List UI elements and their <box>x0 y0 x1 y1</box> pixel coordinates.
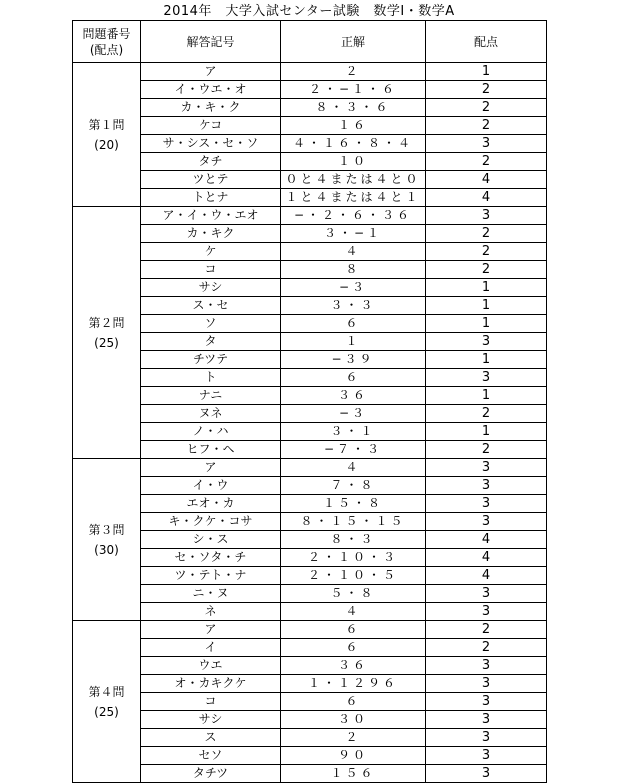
answer-symbol-cell: ケ <box>141 243 281 261</box>
table-row <box>73 243 547 261</box>
correct-answer-cell: ４・１６・８・４ <box>281 135 426 153</box>
table-row <box>73 621 547 639</box>
answer-symbol-cell: チツテ <box>141 351 281 369</box>
table-row <box>73 99 547 117</box>
table-row <box>73 765 547 783</box>
table-row <box>73 81 547 99</box>
table-row <box>73 513 547 531</box>
answer-symbol-cell: トとナ <box>141 189 281 207</box>
correct-answer-cell: ７・８ <box>281 477 426 495</box>
correct-answer-cell: １５・８ <box>281 495 426 513</box>
score-cell: 1 <box>426 387 547 405</box>
answer-sheet <box>72 3 546 783</box>
answer-symbol-cell: ス・セ <box>141 297 281 315</box>
correct-answer-cell: −７・３ <box>281 441 426 459</box>
score-cell: 3 <box>426 693 547 711</box>
table-row <box>73 297 547 315</box>
score-cell: 1 <box>426 63 547 81</box>
score-cell: 3 <box>426 513 547 531</box>
section-name: 第３問 <box>88 522 125 537</box>
answer-symbol-cell: コ <box>141 261 281 279</box>
correct-answer-cell: ０と４または４と０ <box>281 171 426 189</box>
answer-symbol-cell: カ・キク <box>141 225 281 243</box>
correct-answer-cell: ３・−１ <box>281 225 426 243</box>
table-row <box>73 585 547 603</box>
score-cell: 4 <box>426 171 547 189</box>
table-row <box>73 603 547 621</box>
answer-symbol-cell: オ・カキクケ <box>141 675 281 693</box>
answer-symbol-cell: ケコ <box>141 117 281 135</box>
score-cell: 2 <box>426 243 547 261</box>
correct-answer-cell: ２ <box>281 729 426 747</box>
score-cell: 3 <box>426 765 547 783</box>
score-cell: 3 <box>426 603 547 621</box>
score-cell: 3 <box>426 675 547 693</box>
correct-answer-cell: ４ <box>281 243 426 261</box>
answer-table-body <box>73 63 547 783</box>
table-row <box>73 333 547 351</box>
answer-symbol-cell: ト <box>141 369 281 387</box>
answer-symbol-cell: ニ・ヌ <box>141 585 281 603</box>
section-name: 第２問 <box>88 315 125 330</box>
correct-answer-cell: ６ <box>281 693 426 711</box>
correct-answer-cell: ６ <box>281 621 426 639</box>
score-cell: 2 <box>426 441 547 459</box>
section-name: 第４問 <box>88 684 125 699</box>
score-cell: 3 <box>426 135 547 153</box>
score-cell: 3 <box>426 477 547 495</box>
correct-answer-cell: ２・１０・５ <box>281 567 426 585</box>
answer-symbol-cell: イ・ウ <box>141 477 281 495</box>
answer-symbol-cell: サシ <box>141 279 281 297</box>
correct-answer-cell: ８ <box>281 261 426 279</box>
score-cell: 3 <box>426 657 547 675</box>
score-cell: 2 <box>426 225 547 243</box>
correct-answer-cell: ６ <box>281 315 426 333</box>
header-problem-number <box>73 21 141 63</box>
section-points: (25) <box>94 335 119 350</box>
answer-symbol-cell: ア <box>141 459 281 477</box>
section-points: (25) <box>94 704 119 719</box>
answer-symbol-cell: カ・キ・ク <box>141 99 281 117</box>
correct-answer-cell: １５６ <box>281 765 426 783</box>
answer-symbol-cell: ソ <box>141 315 281 333</box>
table-row <box>73 441 547 459</box>
table-row <box>73 189 547 207</box>
score-cell: 4 <box>426 531 547 549</box>
score-cell: 1 <box>426 297 547 315</box>
score-cell: 4 <box>426 567 547 585</box>
score-cell: 3 <box>426 729 547 747</box>
answer-symbol-cell: ス <box>141 729 281 747</box>
correct-answer-cell: ２・−１・６ <box>281 81 426 99</box>
correct-answer-cell: １ <box>281 333 426 351</box>
answer-symbol-cell: セ・ソタ・チ <box>141 549 281 567</box>
answer-symbol-cell: タチ <box>141 153 281 171</box>
score-cell: 2 <box>426 117 547 135</box>
table-row <box>73 207 547 225</box>
score-cell: 2 <box>426 81 547 99</box>
correct-answer-cell: ２・１０・３ <box>281 549 426 567</box>
section-label <box>73 459 141 621</box>
answer-symbol-cell: ツとテ <box>141 171 281 189</box>
table-row <box>73 693 547 711</box>
correct-answer-cell: ３０ <box>281 711 426 729</box>
answer-symbol-cell: タ <box>141 333 281 351</box>
correct-answer-cell: ３・３ <box>281 297 426 315</box>
table-row <box>73 567 547 585</box>
correct-answer-cell: ４ <box>281 603 426 621</box>
correct-answer-cell: ８・３ <box>281 531 426 549</box>
answer-symbol-cell: コ <box>141 693 281 711</box>
table-row <box>73 405 547 423</box>
table-row <box>73 711 547 729</box>
correct-answer-cell: １０ <box>281 153 426 171</box>
answer-symbol-cell: セソ <box>141 747 281 765</box>
correct-answer-cell: ６ <box>281 639 426 657</box>
score-cell: 3 <box>426 369 547 387</box>
table-row <box>73 747 547 765</box>
correct-answer-cell: １６ <box>281 117 426 135</box>
score-cell: 3 <box>426 711 547 729</box>
header-answer-symbol: 解答記号 <box>141 21 281 63</box>
correct-answer-cell: ５・８ <box>281 585 426 603</box>
answer-symbol-cell: タチツ <box>141 765 281 783</box>
score-cell: 4 <box>426 189 547 207</box>
score-cell: 1 <box>426 315 547 333</box>
correct-answer-cell: −・２・６・３６ <box>281 207 426 225</box>
score-cell: 3 <box>426 747 547 765</box>
score-cell: 2 <box>426 99 547 117</box>
answer-symbol-cell: ア <box>141 621 281 639</box>
answer-symbol-cell: シ・ス <box>141 531 281 549</box>
table-row <box>73 225 547 243</box>
score-cell: 3 <box>426 333 547 351</box>
table-row <box>73 423 547 441</box>
correct-answer-cell: ４ <box>281 459 426 477</box>
section-label <box>73 621 141 783</box>
score-cell: 4 <box>426 549 547 567</box>
table-row <box>73 639 547 657</box>
correct-answer-cell: ３６ <box>281 387 426 405</box>
correct-answer-cell: −３９ <box>281 351 426 369</box>
header-points-label: (配点) <box>89 42 124 57</box>
score-cell: 1 <box>426 351 547 369</box>
answer-symbol-cell: ネ <box>141 603 281 621</box>
correct-answer-cell: ６ <box>281 369 426 387</box>
table-row <box>73 657 547 675</box>
table-row <box>73 153 547 171</box>
section-label <box>73 63 141 207</box>
table-row <box>73 459 547 477</box>
score-cell: 3 <box>426 207 547 225</box>
table-row <box>73 387 547 405</box>
correct-answer-cell: ８・１５・１５ <box>281 513 426 531</box>
answer-symbol-cell: サ・シス・セ・ソ <box>141 135 281 153</box>
answer-symbol-cell: イ・ウエ・オ <box>141 81 281 99</box>
score-cell: 2 <box>426 639 547 657</box>
score-cell: 2 <box>426 621 547 639</box>
section-points: (20) <box>94 137 119 152</box>
score-cell: 1 <box>426 423 547 441</box>
table-row <box>73 531 547 549</box>
table-row <box>73 729 547 747</box>
score-cell: 1 <box>426 279 547 297</box>
table-row <box>73 351 547 369</box>
correct-answer-cell: −３ <box>281 279 426 297</box>
table-row <box>73 675 547 693</box>
answer-symbol-cell: ア <box>141 63 281 81</box>
score-cell: 2 <box>426 261 547 279</box>
page-title: 2014年 大学入試センター試験 数学Ⅰ・数学A <box>163 4 455 19</box>
answer-symbol-cell: ナニ <box>141 387 281 405</box>
answer-symbol-cell: ヌネ <box>141 405 281 423</box>
header-problem-label: 問題番号 <box>82 26 131 41</box>
answer-symbol-cell: ア・イ・ウ・エオ <box>141 207 281 225</box>
answer-symbol-cell: イ <box>141 639 281 657</box>
section-label <box>73 207 141 459</box>
answer-symbol-cell: ウエ <box>141 657 281 675</box>
correct-answer-cell: ８・３・６ <box>281 99 426 117</box>
answer-symbol-cell: ノ・ハ <box>141 423 281 441</box>
table-row <box>73 477 547 495</box>
section-points: (30) <box>94 542 119 557</box>
answer-symbol-cell: エオ・カ <box>141 495 281 513</box>
header-row <box>73 21 547 63</box>
header-score: 配点 <box>426 21 547 63</box>
correct-answer-cell: ９０ <box>281 747 426 765</box>
correct-answer-cell: １と４または４と１ <box>281 189 426 207</box>
answer-symbol-cell: キ・クケ・コサ <box>141 513 281 531</box>
header-correct-answer: 正解 <box>281 21 426 63</box>
answer-symbol-cell: ヒフ・ヘ <box>141 441 281 459</box>
answer-table <box>72 20 547 783</box>
table-row <box>73 171 547 189</box>
table-row <box>73 63 547 81</box>
table-row <box>73 117 547 135</box>
score-cell: 3 <box>426 459 547 477</box>
correct-answer-cell: ２ <box>281 63 426 81</box>
correct-answer-cell: ３６ <box>281 657 426 675</box>
answer-symbol-cell: サシ <box>141 711 281 729</box>
correct-answer-cell: ３・１ <box>281 423 426 441</box>
score-cell: 3 <box>426 495 547 513</box>
table-row <box>73 549 547 567</box>
score-cell: 3 <box>426 585 547 603</box>
table-row <box>73 279 547 297</box>
score-cell: 2 <box>426 405 547 423</box>
table-row <box>73 261 547 279</box>
correct-answer-cell: −３ <box>281 405 426 423</box>
table-row <box>73 315 547 333</box>
table-row <box>73 135 547 153</box>
table-row <box>73 369 547 387</box>
table-row <box>73 495 547 513</box>
correct-answer-cell: １・１２９６ <box>281 675 426 693</box>
answer-symbol-cell: ツ・テト・ナ <box>141 567 281 585</box>
score-cell: 2 <box>426 153 547 171</box>
section-name: 第１問 <box>88 117 125 132</box>
